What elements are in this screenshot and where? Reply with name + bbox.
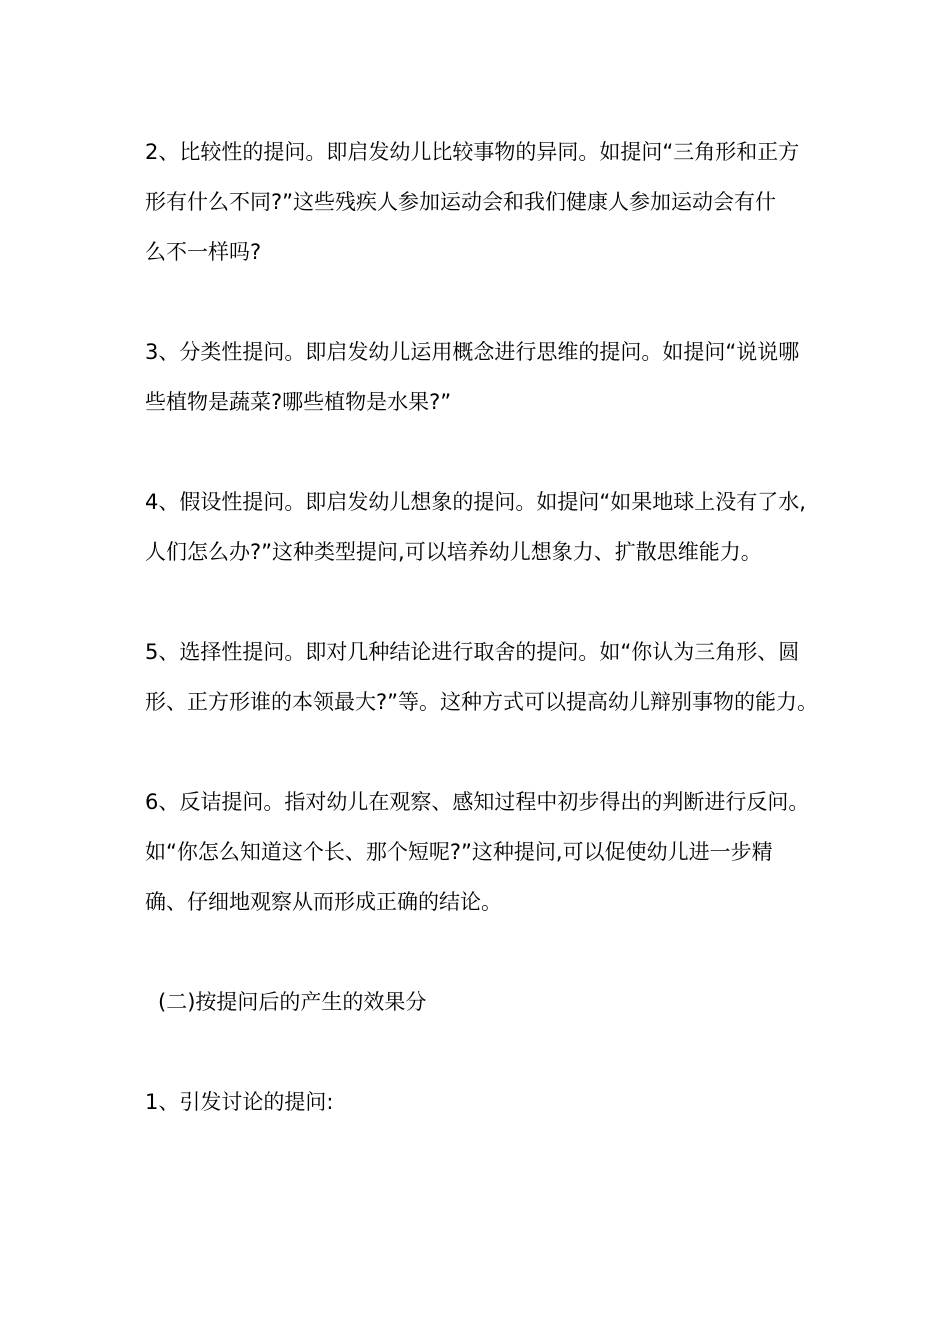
text-line: 形、正方形谁的本领最大?”等。这种方式可以提高幼儿辩别事物的能力。 (145, 690, 819, 714)
text-line: 确、仔细地观察从而形成正确的结论。 (145, 890, 502, 914)
paragraph-classification-question (145, 327, 835, 427)
paragraph-comparative-question (145, 127, 835, 277)
paragraph-selective-question (145, 627, 835, 727)
text-line: 形有什么不同?”这些残疾人参加运动会和我们健康人参加运动会有什 (145, 190, 777, 214)
text-line: 如“你怎么知道这个长、那个短呢?”这种提问,可以促使幼儿进一步精 (145, 840, 773, 864)
text-line: 4、假设性提问。即启发幼儿想象的提问。如提问“如果地球上没有了水, (145, 490, 806, 514)
text-line: 些植物是蔬菜?哪些植物是水果?” (145, 390, 452, 414)
section-heading (158, 977, 848, 1027)
paragraph-rhetorical-question (145, 777, 835, 927)
text-line: 5、选择性提问。即对几种结论进行取舍的提问。如“你认为三角形、圆 (145, 640, 800, 664)
text-line: 人们怎么办?”这种类型提问,可以培养幼儿想象力、扩散思维能力。 (145, 540, 762, 564)
text-line: 3、分类性提问。即启发幼儿运用概念进行思维的提问。如提问“说说哪 (145, 340, 800, 364)
text-line: 6、反诘提问。指对幼儿在观察、感知过程中初步得出的判断进行反问。 (145, 790, 810, 814)
text-line: 2、比较性的提问。即启发幼儿比较事物的异同。如提问“三角形和正方 (145, 140, 800, 164)
section-heading-text: (二)按提问后的产生的效果分 (158, 990, 427, 1014)
text-line: 么不一样吗? (145, 240, 262, 264)
paragraph-hypothetical-question (145, 477, 835, 577)
item-heading (145, 1077, 835, 1127)
item-heading-text: 1、引发讨论的提问: (145, 1090, 334, 1114)
